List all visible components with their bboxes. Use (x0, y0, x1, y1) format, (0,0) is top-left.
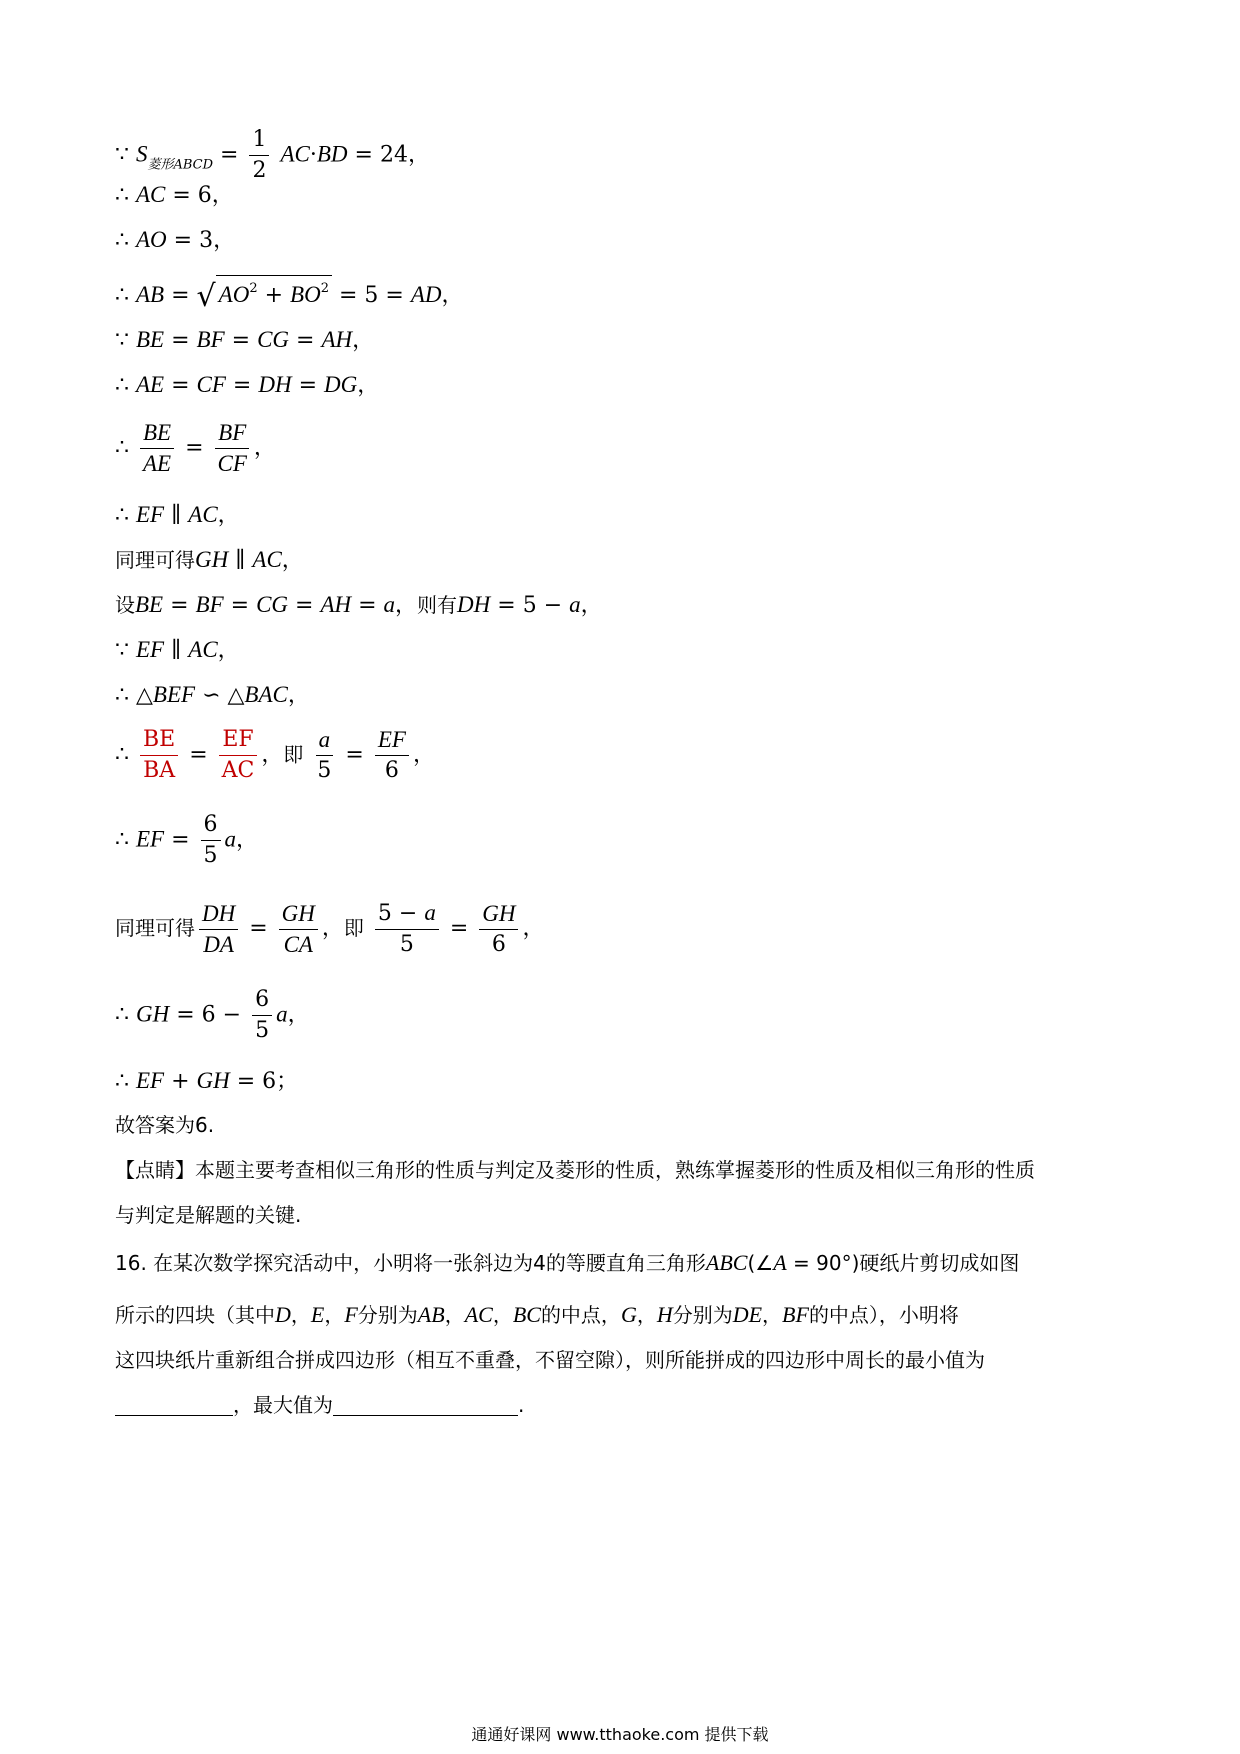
solution-line-13: ∴ $\frac{BE}{BA}$ = $\frac{EF}{AC}$ ，即 $\frac{a}{5}$ = $\frac{EF}{6}$ ， (115, 727, 435, 783)
answer-blank-max[interactable] (333, 1393, 518, 1416)
fraction-one-half: $\frac{1}{2}$ (249, 125, 269, 186)
solution-line-4: ∴ AB = √ $AO^2 + BO^2 = 5$ = AD， (115, 275, 464, 312)
comment-line-2: 与判定是解题的关键. (115, 1203, 302, 1227)
solution-line-8: ∴ EF ∥ AC， (115, 502, 240, 528)
solution-line-14: ∴ EF = $\frac{6}{5}$ a， (115, 812, 259, 868)
question-16-line-4: ，最大值为 . (115, 1390, 524, 1420)
solution-line-3: ∴ AO = 3， (115, 227, 236, 253)
answer-line: 故答案为6. (115, 1113, 215, 1137)
solution-line-9: 同理可得GH ∥ AC， (115, 547, 304, 573)
comment-line-1: 【点睛】本题主要考查相似三角形的性质与判定及菱形的性质，熟练掌握菱形的性质及相似三角形的性质 (115, 1158, 1035, 1182)
comment-tag: 【点睛】 (115, 1158, 195, 1182)
solution-line-7: ∴ $\frac{BE}{AE}$ = $\frac{BF}{CF}$ ， (115, 420, 276, 476)
solution-line-5: ∵ BE = BF = CG = AH， (115, 327, 375, 353)
solution-line-1: ∵ $S_{菱形ABCD}$ = $\frac{1}{2}$ AC·BD = 24， (115, 125, 430, 186)
question-16-line-2: 所示的四块（其中D，E，F分别为AB，AC，BC的中点，G，H分别为DE，BF的中点），小明将 (115, 1302, 959, 1327)
answer-blank-min[interactable] (115, 1393, 233, 1416)
solution-line-2: ∴ AC = 6， (115, 182, 234, 208)
page-footer: 通通好课网 www.tthaoke.com 提供下载 (471, 1725, 769, 1744)
solution-line-10: 设BE = BF = CG = AH = a，则有DH = 5 − a， (115, 592, 603, 618)
solution-line-17: ∴ EF + GH = 6； (115, 1068, 299, 1094)
solution-line-15: 同理可得 $\frac{DH}{DA}$ = $\frac{GH}{CA}$ ，即 $\frac{5 - a}{5}$ = $\frac{GH}{6}$ ， (115, 900, 545, 957)
solution-line-6: ∴ AE = CF = DH = DG， (115, 372, 380, 398)
solution-line-12: ∴ △BEF ∽ △BAC， (115, 682, 310, 708)
question-16-line-3: 这四块纸片重新组合拼成四边形（相互不重叠，不留空隙），则所能拼成的四边形中周长的最小值为 (115, 1348, 985, 1372)
solution-line-16: ∴ GH = 6 − $\frac{6}{5}$ a， (115, 987, 310, 1043)
solution-line-11: ∵ EF ∥ AC， (115, 637, 240, 663)
question-16-line-1: 16. 在某次数学探究活动中，小明将一张斜边为4的等腰直角三角形ABC(∠A = 90°)硬纸片剪切成如图 (115, 1250, 1020, 1275)
